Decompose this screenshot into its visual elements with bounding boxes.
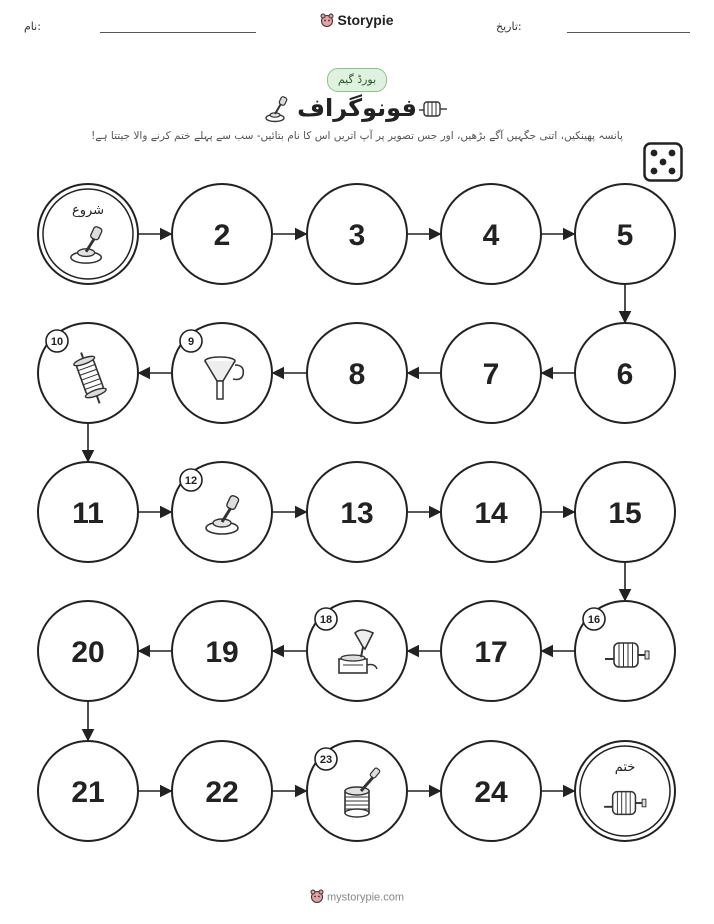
board-cell-11[interactable] xyxy=(38,462,138,562)
page-title: فونوگراف xyxy=(297,94,417,122)
cell-number: 11 xyxy=(72,497,104,530)
board-cell-25[interactable] xyxy=(575,741,675,841)
board-cell-15[interactable] xyxy=(575,462,675,562)
cell-number: 3 xyxy=(348,219,366,252)
board-cell-2[interactable] xyxy=(172,184,272,284)
board-cell-9[interactable] xyxy=(172,323,272,423)
cell-number: 22 xyxy=(205,776,239,809)
board-cell-12[interactable] xyxy=(172,462,272,562)
board-game-badge: بورڈ گیم xyxy=(327,68,387,92)
instructions-text: پانسہ پھینکیں، اتنی جگہیں آگے بڑھیں، اور جس تصویر پر آپ اتریں اس کا نام بتائیں- سب سے پہلے ختم کرنے والا جیتتا ہے! xyxy=(91,130,623,142)
board-cell-18[interactable] xyxy=(307,601,407,701)
cell-number: 5 xyxy=(616,219,634,252)
cell-circle xyxy=(38,184,138,284)
cell-number-badge-label: 9 xyxy=(187,336,195,348)
board-cell-1[interactable] xyxy=(38,184,138,284)
footer-url: mystorypie.com xyxy=(326,891,405,904)
name-label: نام: xyxy=(24,20,41,33)
cell-number: 2 xyxy=(213,219,231,252)
board-cell-3[interactable] xyxy=(307,184,407,284)
start-label: شروع xyxy=(71,203,105,218)
board-cell-17[interactable] xyxy=(441,601,541,701)
end-label: ختم xyxy=(614,760,636,775)
cell-number: 4 xyxy=(482,219,500,252)
cell-number: 15 xyxy=(608,497,642,530)
cell-number: 13 xyxy=(340,497,374,530)
board-cell-20[interactable] xyxy=(38,601,138,701)
board-cell-19[interactable] xyxy=(172,601,272,701)
board-cell-6[interactable] xyxy=(575,323,675,423)
footer xyxy=(0,889,714,906)
cell-number: 6 xyxy=(616,358,634,391)
cell-number-badge-label: 23 xyxy=(319,754,333,766)
cell-number: 17 xyxy=(474,636,508,669)
board-cell-7[interactable] xyxy=(441,323,541,423)
board-cell-16[interactable] xyxy=(575,601,675,701)
storypie-logo-icon xyxy=(310,889,324,906)
cell-number: 7 xyxy=(482,358,500,391)
cell-number: 21 xyxy=(71,776,105,809)
board-cell-8[interactable] xyxy=(307,323,407,423)
board-cell-5[interactable] xyxy=(575,184,675,284)
board-cell-21[interactable] xyxy=(38,741,138,841)
cell-number: 14 xyxy=(474,497,508,530)
cell-number-badge-label: 18 xyxy=(319,614,333,626)
cell-number: 8 xyxy=(348,358,366,391)
board-cell-4[interactable] xyxy=(441,184,541,284)
cell-number-badge-label: 16 xyxy=(587,614,601,626)
board-cell-10[interactable] xyxy=(38,323,138,423)
board-cell-23[interactable] xyxy=(307,741,407,841)
brand-name: Storypie xyxy=(337,12,394,28)
cell-number-badge-label: 12 xyxy=(184,475,198,487)
date-label: تاریخ: xyxy=(496,20,522,33)
board-cell-22[interactable] xyxy=(172,741,272,841)
board-cell-24[interactable] xyxy=(441,741,541,841)
board-cell-13[interactable] xyxy=(307,462,407,562)
board-cell-14[interactable] xyxy=(441,462,541,562)
cell-number: 24 xyxy=(474,776,508,809)
cell-number: 20 xyxy=(71,636,105,669)
cell-number-badge-label: 10 xyxy=(50,336,64,348)
cell-number: 19 xyxy=(205,636,239,669)
